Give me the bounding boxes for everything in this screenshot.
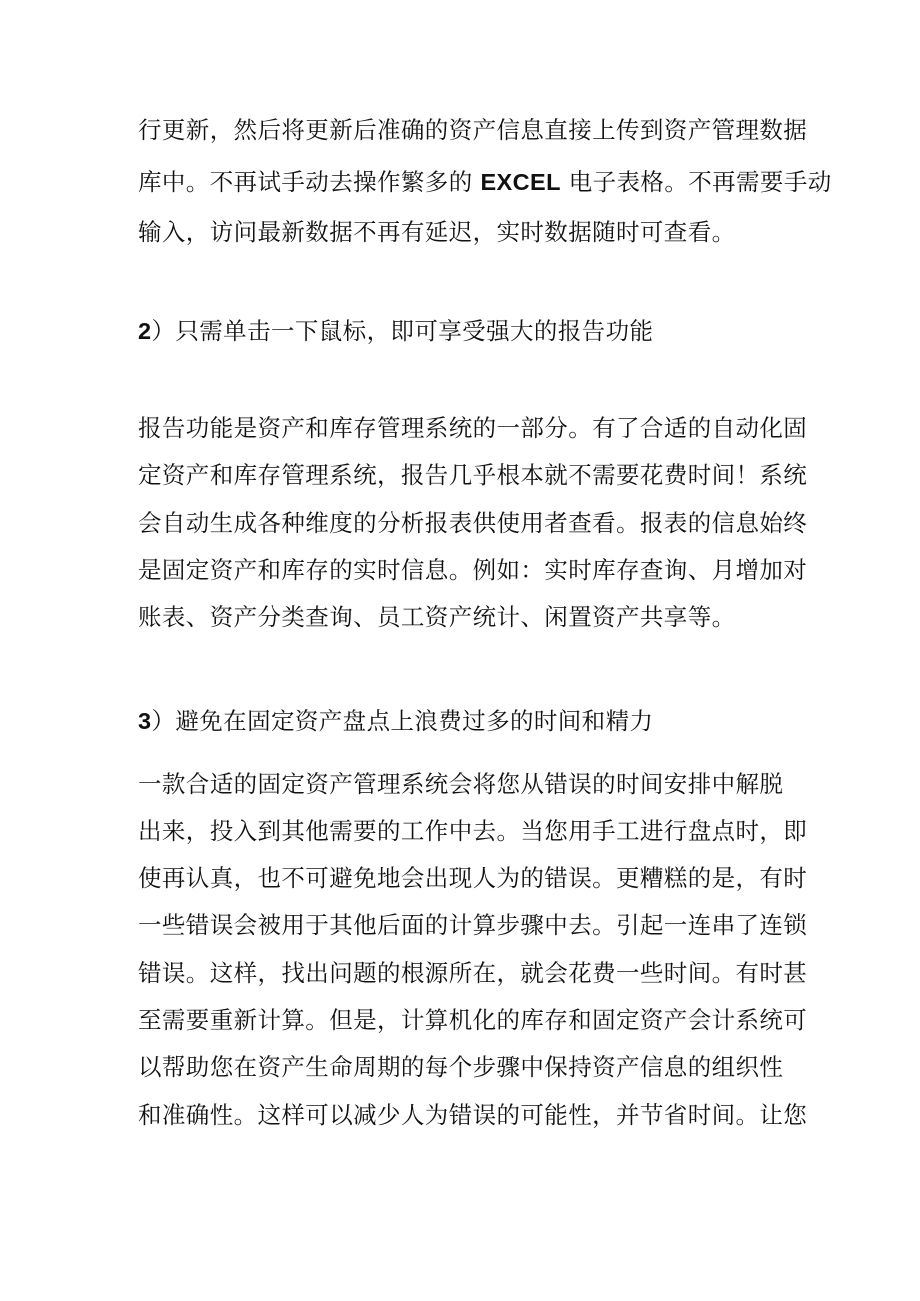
paragraph-3-line-4: 一些错误会被用于其他后面的计算步骤中去。引起一连串了连锁	[138, 911, 808, 939]
paragraph-1-line-1: 行更新，然后将更新后准确的资产信息直接上传到资产管理数据	[138, 116, 808, 144]
paragraph-3-line-6: 至需要重新计算。但是，计算机化的库存和固定资产会计系统可	[138, 1006, 808, 1034]
paragraph-1-line-3: 输入，访问最新数据不再有延迟，实时数据随时可查看。	[138, 218, 736, 246]
paragraph-3-line-1: 一款合适的固定资产管理系统会将您从错误的时间安排中解脱	[138, 770, 784, 798]
paragraph-1-line-2	[138, 162, 832, 202]
heading-3	[138, 701, 788, 741]
heading-3-text: ）避免在固定资产盘点上浪费过多的时间和精力	[151, 707, 654, 735]
paragraph-2-line-4: 是固定资产和库存的实时信息。例如：实时库存查询、月增加对	[138, 556, 808, 584]
paragraph-3-line-8: 和准确性。这样可以减少人为错误的可能性，并节省时间。让您	[138, 1101, 808, 1129]
heading-2-text: ）只需单击一下鼠标，即可享受强大的报告功能	[151, 317, 654, 345]
paragraph-3-line-2: 出来，投入到其他需要的工作中去。当您用手工进行盘点时，即	[138, 817, 808, 845]
paragraph-2-line-1: 报告功能是资产和库存管理系统的一部分。有了合适的自动化固	[138, 414, 808, 442]
paragraph-3-line-5: 错误。这样，找出问题的根源所在，就会花费一些时间。有时甚	[138, 959, 808, 987]
heading-3-number: 3	[138, 708, 152, 734]
heading-2	[138, 311, 788, 351]
paragraph-1-line-2-after: 电子表格。不再需要手动	[560, 168, 832, 196]
paragraph-1-line-2-before: 库中。不再试手动去操作繁多的	[138, 168, 481, 196]
excel-term: EXCEL	[480, 169, 561, 195]
paragraph-2-line-5: 账表、资产分类查询、员工资产统计、闲置资产共享等。	[138, 603, 736, 631]
paragraph-3-line-7: 以帮助您在资产生命周期的每个步骤中保持资产信息的组织性	[138, 1053, 784, 1081]
heading-2-number: 2	[138, 318, 152, 344]
paragraph-2-line-2: 定资产和库存管理系统，报告几乎根本就不需要花费时间！系统	[138, 461, 808, 489]
paragraph-2-line-3: 会自动生成各种维度的分析报表供使用者查看。报表的信息始终	[138, 509, 808, 537]
paragraph-3-line-3: 使再认真，也不可避免地会出现人为的错误。更糟糕的是，有时	[138, 864, 808, 892]
